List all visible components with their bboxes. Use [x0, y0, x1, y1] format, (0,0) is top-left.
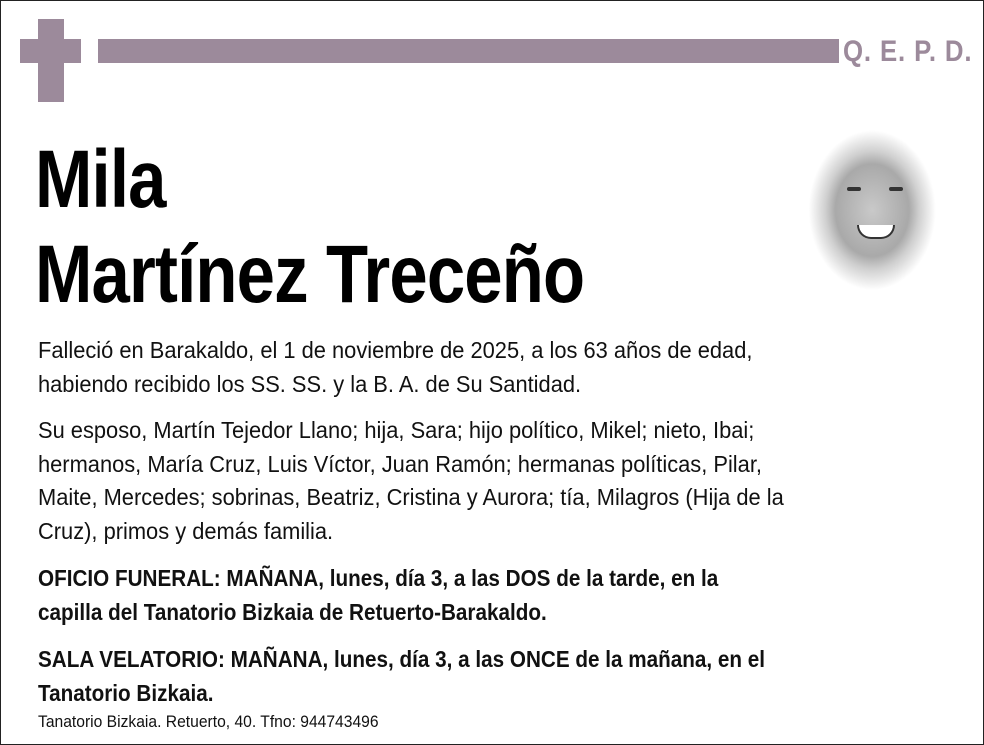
- photo-eye: [889, 187, 903, 191]
- text-line: hermanos, María Cruz, Luis Víctor, Juan Ramón; hermanas políticas, Pilar,: [38, 450, 762, 477]
- text-line: OFICIO FUNERAL: MAÑANA, lunes, día 3, a las DOS de la tarde, en la: [38, 565, 719, 591]
- family-paragraph: [38, 414, 784, 548]
- death-paragraph: [38, 334, 752, 401]
- funeral-home-contact: Tanatorio Bizkaia. Retuerto, 40. Tfno: 944743496: [38, 712, 379, 731]
- text-line: Maite, Mercedes; sobrinas, Beatriz, Cristina y Aurora; tía, Milagros (Hija de la: [38, 484, 784, 510]
- qepd-label: Q. E. P. D.: [843, 35, 973, 68]
- text-line: Falleció en Barakaldo, el 1 de noviembre de 2025, a los 63 años de edad,: [38, 337, 753, 363]
- photo-smile: [857, 225, 895, 239]
- text-line: Tanatorio Bizkaia.: [38, 679, 214, 706]
- text-line: habiendo recibido los SS. SS. y la B. A. de Su Santidad.: [38, 370, 582, 397]
- header-bar: [98, 39, 839, 63]
- first-name: Mila: [35, 134, 166, 225]
- photo-eye: [847, 187, 861, 191]
- funeral-paragraph: [38, 562, 718, 629]
- cross-icon-arm: [20, 39, 81, 63]
- last-name: Martínez Treceño: [35, 229, 585, 320]
- wake-paragraph: [38, 643, 765, 710]
- text-line: Cruz), primos y demás familia.: [38, 517, 334, 544]
- text-line: SALA VELATORIO: MAÑANA, lunes, día 3, a las ONCE de la mañana, en el: [38, 646, 766, 672]
- text-line: capilla del Tanatorio Bizkaia de Retuerto-Barakaldo.: [38, 598, 547, 625]
- portrait-photo: [793, 101, 969, 311]
- text-line: Su esposo, Martín Tejedor Llano; hija, Sara; hijo político, Mikel; nieto, Ibai;: [38, 417, 755, 443]
